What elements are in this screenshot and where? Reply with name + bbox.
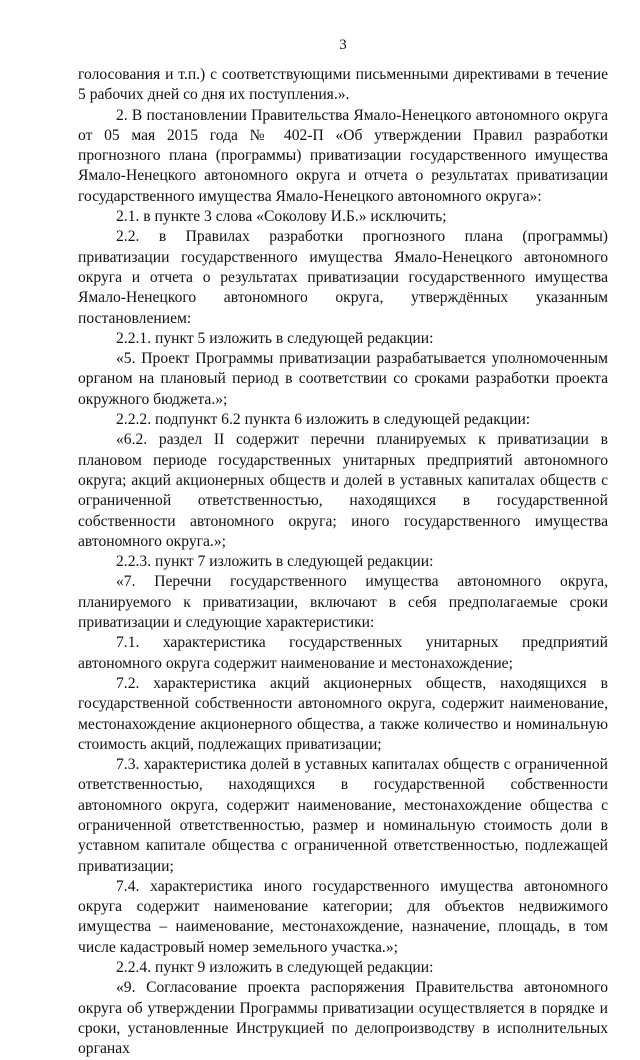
paragraph-item-2-1: 2.1. в пункте 3 слова «Соколову И.Б.» исключить; — [116, 208, 447, 226]
paragraph-item-7-4: 7.4. характеристика иного государственного имущества автономного округа содержит наименование категории; для объектов недвижимого имущества – наименование, местонахождение, назначение, площадь, в том числе кадастровый номер земельного участка.»; — [78, 877, 608, 956]
paragraph-item-2: 2. В постановлении Правительства Ямало-Ненецкого автономного округа от 05 мая 2015 года № 402-П «Об утверждении Правил разработки прогнозного плана (программы) приватизации государственного имущества Ямало-Ненецкого автономного округа и отчета о результатах приватизации государственного имущества Ямало-Ненецкого автономного округа»: — [78, 106, 608, 205]
paragraph-quote-6-2: «6.2. раздел II содержит перечни планируемых к приватизации в плановом периоде государственных унитарных предприятий автономного округа; акций акционерных обществ и долей в уставных капиталах обществ с ограниченной ответственностью, находящихся в государственной собственности автономного округа; иного государственного имущества автономного округа.»; — [78, 431, 608, 550]
document-body — [78, 65, 608, 1060]
page-number: 3 — [339, 37, 347, 53]
paragraph-item-2-2-3: 2.2.3. пункт 7 изложить в следующей редакции: — [116, 553, 434, 571]
paragraph-quote-9: «9. Согласование проекта распоряжения Правительства автономного округа об утверждении Программы приватизации осуществляется в порядке и сроки, установленные Инструкцией по делопроизводству в исполнительных органах — [78, 979, 608, 1058]
paragraph-quote-7: «7. Перечни государственного имущества автономного округа, планируемого к приватизации, включают в себя предполагаемые сроки приватизации и следующие характеристики: — [78, 573, 608, 632]
paragraph-item-2-2-4: 2.2.4. пункт 9 изложить в следующей редакции: — [116, 959, 434, 977]
paragraph-item-7-2: 7.2. характеристика акций акционерных обществ, находящихся в государственной собственности автономного округа, содержит наименование, местонахождение акционерного общества, а также количество и номинальную стоимость акций, подлежащих приватизации; — [78, 674, 608, 753]
paragraph-item-7-1: 7.1. характеристика государственных унитарных предприятий автономного округа содержит наименование и местонахождение; — [78, 634, 608, 672]
paragraph-quote-5: «5. Проект Программы приватизации разрабатывается уполномоченным органом на плановый период в соответствии со сроками разработки проекта окружного бюджета.»; — [78, 350, 608, 408]
paragraph-item-7-3: 7.3. характеристика долей в уставных капиталах обществ с ограниченной ответственностью, находящихся в государственной собственности автономного округа, содержит наименование, местонахождение общества с ограниченной ответственностью, размер и номинальную стоимость доли в уставном капитале общества с ограниченной ответственностью, подлежащей приватизации; — [78, 756, 608, 875]
paragraph-continuation: голосования и т.п.) с соответствующими письменными директивами в течение 5 рабочих дней со дня их поступления.». — [78, 66, 608, 104]
paragraph-item-2-2-1: 2.2.1. пункт 5 изложить в следующей редакции: — [116, 329, 434, 347]
paragraph-item-2-2-2: 2.2.2. подпункт 6.2 пункта 6 изложить в следующей редакции: — [116, 411, 531, 429]
paragraph-item-2-2: 2.2. в Правилах разработки прогнозного плана (программы) приватизации государственного имущества Ямало-Ненецкого автономного округа и отчета о результатах приватизации государственного имущества Ямало-Ненецкого автономного округа, утверждённых указанным постановлением: — [78, 228, 608, 327]
